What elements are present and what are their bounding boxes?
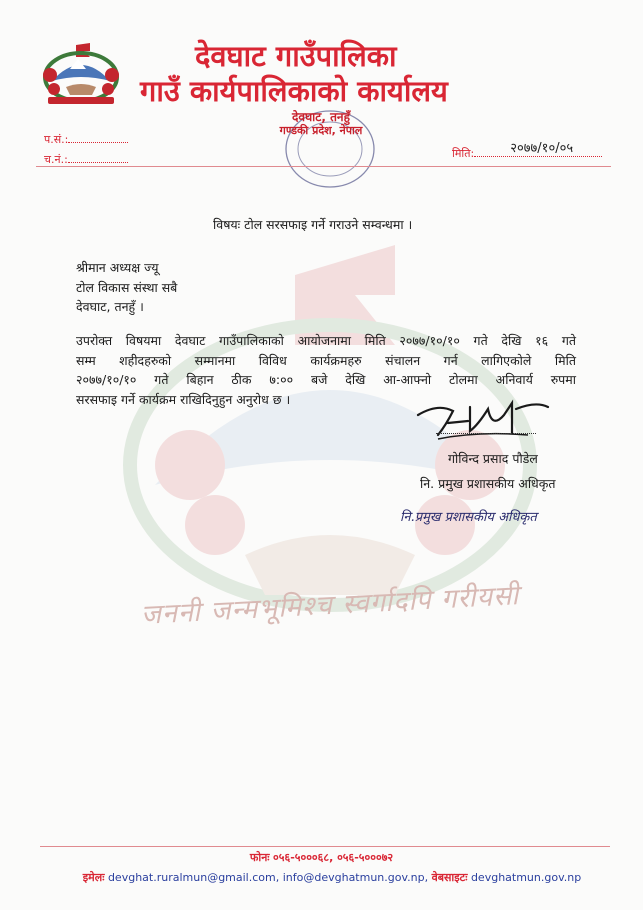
ref-label: प.सं.:: [44, 133, 69, 146]
addressee-line: श्रीमान अध्यक्ष ज्यू: [76, 260, 159, 275]
signer-designation: नि. प्रमुख प्रशासकीय अधिकृत: [420, 476, 556, 491]
signer-name: गोविन्द प्रसाद पौडेल: [448, 451, 538, 466]
email-link[interactable]: devghat.ruralmun@gmail.com, info@devghatmun.gov.np,: [107, 871, 429, 884]
header-divider: [36, 166, 611, 167]
reference-number: [44, 132, 128, 147]
website-label: वेबसाइटः: [431, 871, 468, 884]
body-line: २०७७/१०/१० गते बिहान ठीक ७:०० बजे देखि आ-आफ्नो टोलमा अनिवार्य रुपमा: [76, 372, 576, 387]
nepal-emblem-icon: [40, 43, 122, 105]
office-title-line1: देवघाट गाउँपालिका: [195, 39, 397, 73]
letter-subject: विषयः टोल सरसफाइ गर्ने गराउने सम्वन्धमा ।: [213, 217, 413, 232]
watermark-motto: जननी जन्मभूमिश्च स्वर्गादपि गरीयसी: [140, 580, 521, 631]
email-label: इमेलः: [82, 871, 105, 884]
handwritten-signature: [408, 395, 558, 445]
address-line1: देवघाट, तनहुँ: [292, 110, 350, 124]
date-value: २०७७/१०/०५: [510, 141, 574, 156]
phone-value: ०५६-५०००६८, ०५६-५०००७२: [273, 851, 394, 864]
footer-divider: [40, 846, 610, 847]
body-line: सरसफाइ गर्ने कार्यक्रम राखिदिनुहुन अनुरोध छ ।: [76, 391, 291, 407]
signature-line: [436, 433, 536, 434]
dispatch-number: [44, 152, 128, 167]
office-title-line2: गाउँ कार्यपालिकाको कार्यालय: [140, 74, 448, 108]
body-line: सम्म शहीदहरुको सम्मानमा विविध कार्यक्रमहरु संचालन गर्न लागिएकोले मिति: [76, 352, 576, 368]
address-line2: गण्डकी प्रदेश, नेपाल: [279, 124, 363, 137]
footer-phone: [0, 850, 643, 865]
designation-stamp: नि.प्रमुख प्रशासकीय अधिकृत: [400, 510, 537, 525]
addressee-block: [76, 258, 177, 317]
letter-date: [452, 141, 602, 161]
website-link[interactable]: devghatmun.gov.np: [470, 871, 582, 884]
office-address: [258, 111, 384, 137]
footer-contact: [62, 870, 602, 885]
dispatch-label: च.नं.:: [44, 153, 68, 166]
body-line: उपरोक्त विषयमा देवघाट गाउँपालिकाको आयोजनामा मिति २०७७/१०/१० गते देखि १६ गते: [76, 333, 576, 348]
phone-label: फोनः: [249, 851, 270, 864]
addressee-line: देवघाट, तनहुँ ।: [76, 299, 144, 314]
date-label: मिति:: [452, 147, 475, 160]
addressee-line: टोल विकास संस्था सबै: [76, 279, 178, 295]
